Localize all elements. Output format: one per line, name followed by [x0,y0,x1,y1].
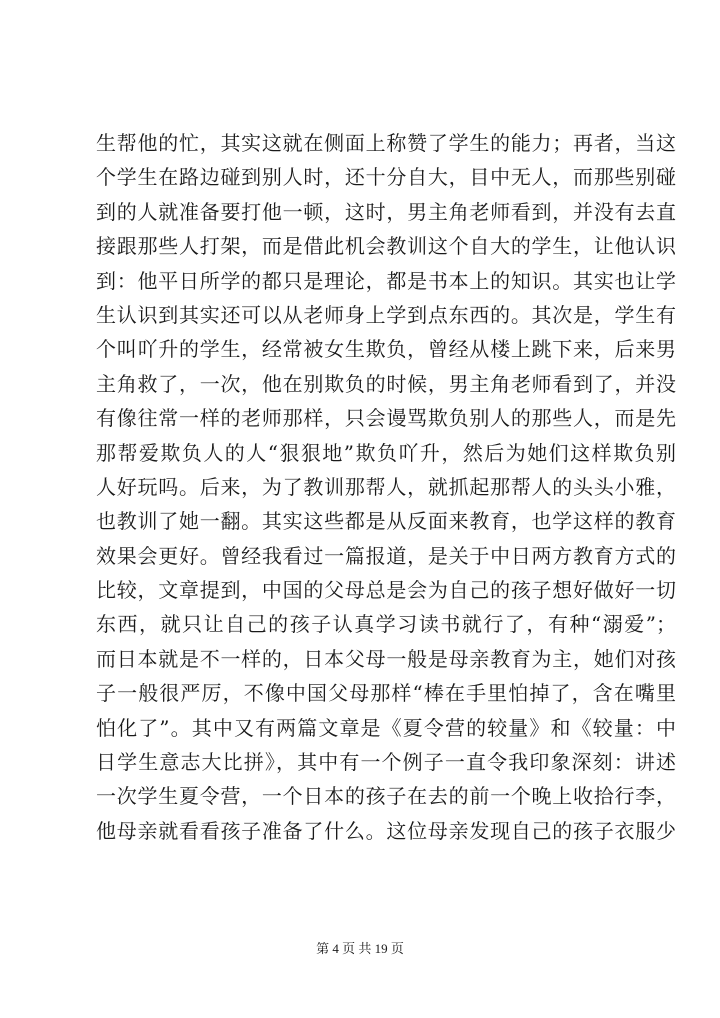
text-line: 生帮他的忙，其实这就在侧面上称赞了学生的能力；再者，当这 [96,131,676,155]
text-line: 也教训了她一翻。其实这些都是从反面来教育，也学这样的教育 [96,509,676,534]
text-line: 他母亲就看看孩子准备了什么。这位母亲发现自己的孩子衣服少 [96,818,676,843]
text-line: 有像往常一样的老师那样，只会谩骂欺负别人的那些人，而是先 [96,406,676,431]
body-text [96,126,676,848]
text-line: 东西，就只让自己的孩子认真学习读书就行了，有种“溺爱”； [96,612,676,637]
text-line: 比较，文章提到，中国的父母总是会为自己的孩子想好做好一切 [96,578,676,603]
text-line: 接跟那些人打架，而是借此机会教训这个自大的学生，让他认识 [96,234,676,259]
text-line: 生认识到其实还可以从老师身上学到点东西的。其次是，学生有 [96,302,676,327]
text-line: 怕化了”。其中又有两篇文章是《夏令营的较量》和《较量：中 [96,715,676,740]
text-line: 效果会更好。曾经我看过一篇报道，是关于中日两方教育方式的 [96,543,676,568]
text-line: 那帮爱欺负人的人“狠狠地”欺负吖升，然后为她们这样欺负别 [96,440,676,465]
text-line: 到：他平日所学的都只是理论，都是书本上的知识。其实也让学 [96,268,676,293]
text-line: 日学生意志大比拼》，其中有一个例子一直令我印象深刻：讲述 [96,750,676,775]
text-line: 主角救了，一次，他在别欺负的时候，男主角老师看到了，并没 [96,371,676,396]
text-line: 到的人就准备要打他一顿，这时，男主角老师看到，并没有去直 [96,199,676,224]
text-line: 人好玩吗。后来，为了教训那帮人，就抓起那帮人的头头小雅， [96,474,676,499]
text-line: 而日本就是不一样的，日本父母一般是母亲教育为主，她们对孩 [96,646,676,671]
text-line: 子一般很严厉，不像中国父母那样“棒在手里怕掉了，含在嘴里 [96,681,676,706]
text-line: 个叫吖升的学生，经常被女生欺负，曾经从楼上跳下来，后来男 [96,337,676,362]
text-line: 一次学生夏令营，一个日本的孩子在去的前一个晚上收拾行李， [96,784,676,809]
text-line: 个学生在路边碰到别人时，还十分自大，目中无人，而那些别碰 [96,165,676,190]
page-number-footer: 第 4 页 共 19 页 [316,941,404,956]
